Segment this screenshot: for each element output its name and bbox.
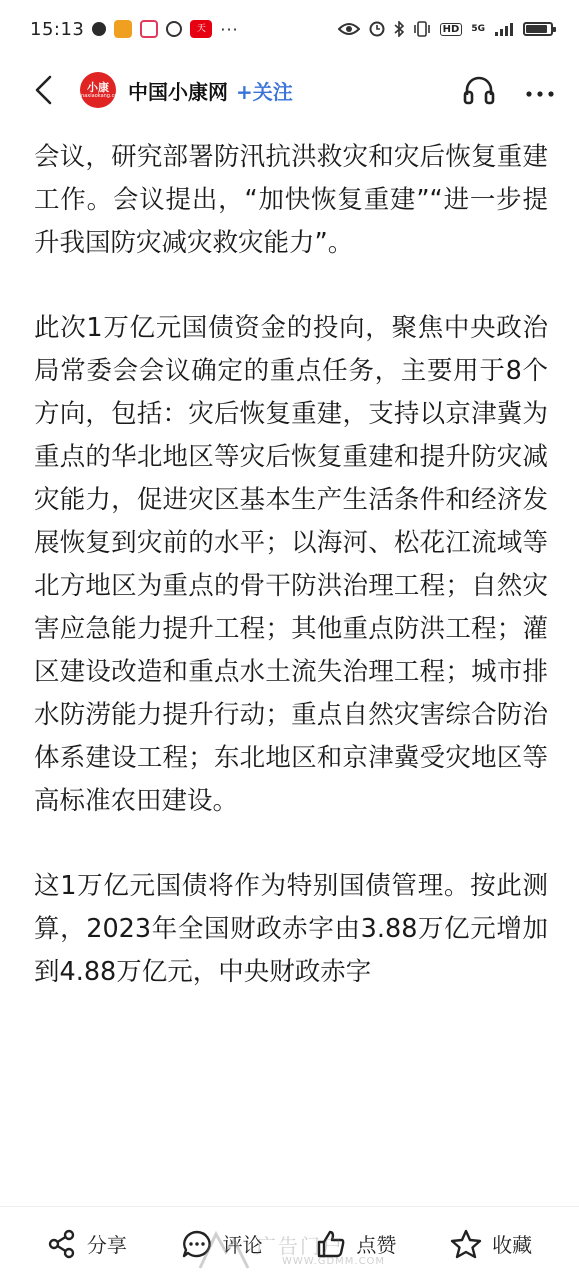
- wechat-icon: [92, 22, 106, 36]
- thumbs-up-icon: [316, 1229, 346, 1259]
- watermark-text: 广告门户: [256, 1234, 344, 1258]
- top-nav-bar: [0, 58, 579, 122]
- like-button[interactable]: [316, 1229, 396, 1259]
- eye-icon: [338, 22, 360, 36]
- star-icon: [450, 1229, 482, 1259]
- status-left: [30, 19, 239, 40]
- status-right: [338, 21, 553, 37]
- battery-icon: [523, 22, 553, 36]
- video-app-icon: [114, 20, 132, 38]
- bottom-action-bar: [0, 1206, 579, 1280]
- share-label: 分享: [86, 1233, 127, 1257]
- follow-button[interactable]: +关注: [236, 79, 293, 104]
- more-options-button[interactable]: [525, 77, 555, 103]
- clock-icon: [369, 21, 385, 37]
- vibrate-icon: [413, 21, 431, 37]
- more-notifications-icon: ···: [220, 19, 239, 39]
- favorite-button[interactable]: [450, 1229, 532, 1259]
- book-app-icon: [140, 20, 158, 38]
- tmall-icon: 天: [190, 20, 212, 38]
- status-time: 15:13: [30, 18, 85, 40]
- battery-level: [526, 25, 547, 33]
- hd-badge: HD: [440, 23, 463, 36]
- watermark-url: WWW.GDMM.COM: [282, 1256, 386, 1267]
- back-arrow-icon: [34, 75, 52, 105]
- article-paragraph: 会议，研究部署防汛抗洪救灾和灾后恢复重建工作。会议提出，“加快恢复重建”“进一步提升我国防灾减灾救灾能力”。: [34, 142, 548, 258]
- more-dots-icon: [525, 90, 555, 98]
- comment-button[interactable]: [181, 1229, 263, 1259]
- share-button[interactable]: [47, 1229, 127, 1259]
- network-badge: 5G: [471, 23, 485, 34]
- headphone-icon: [463, 75, 495, 105]
- article-body: [34, 136, 548, 1036]
- status-bar: [0, 0, 579, 58]
- comment-label: 评论: [222, 1233, 263, 1257]
- site-logo[interactable]: [73, 72, 123, 108]
- comment-icon: [181, 1229, 213, 1259]
- signal-icon: [494, 22, 514, 36]
- back-button[interactable]: [34, 68, 64, 112]
- like-label: 点赞: [356, 1233, 397, 1257]
- share-icon: [47, 1229, 77, 1259]
- logo-subtext: chinaxiaokang.com: [73, 92, 123, 99]
- bluetooth-icon: [394, 21, 404, 37]
- site-name[interactable]: 中国小康网: [128, 79, 228, 104]
- favorite-label: 收藏: [492, 1233, 533, 1257]
- article-paragraph: 这1万亿元国债将作为特别国债管理。按此测算，2023年全国财政赤字由3.88万亿元增加到4.88万亿元，中央财政赤字: [34, 871, 548, 987]
- listen-button[interactable]: [459, 70, 499, 110]
- assistant-icon: [166, 21, 182, 37]
- article-paragraph: 此次1万亿元国债资金的投向，聚焦中央政治局常委会会议确定的重点任务，主要用于8个方向，包括：灾后恢复重建，支持以京津冀为重点的华北地区等灾后恢复重建和提升防灾减灾能力，促进灾区基本生产生活条件和经济发展恢复到灾前的水平；以海河、松花江流域等北方地区为重点的骨干防洪治理工程；自然灾害应急能力提升工程；其他重点防洪工程；灌区建设改造和重点水土流失治理工程；城市排水防涝能力提升行动；重点自然灾害综合防治体系建设工程；东北地区和京津冀受灾地区等高标准农田建设。: [34, 313, 548, 816]
- logo-text: 小康: [87, 80, 109, 94]
